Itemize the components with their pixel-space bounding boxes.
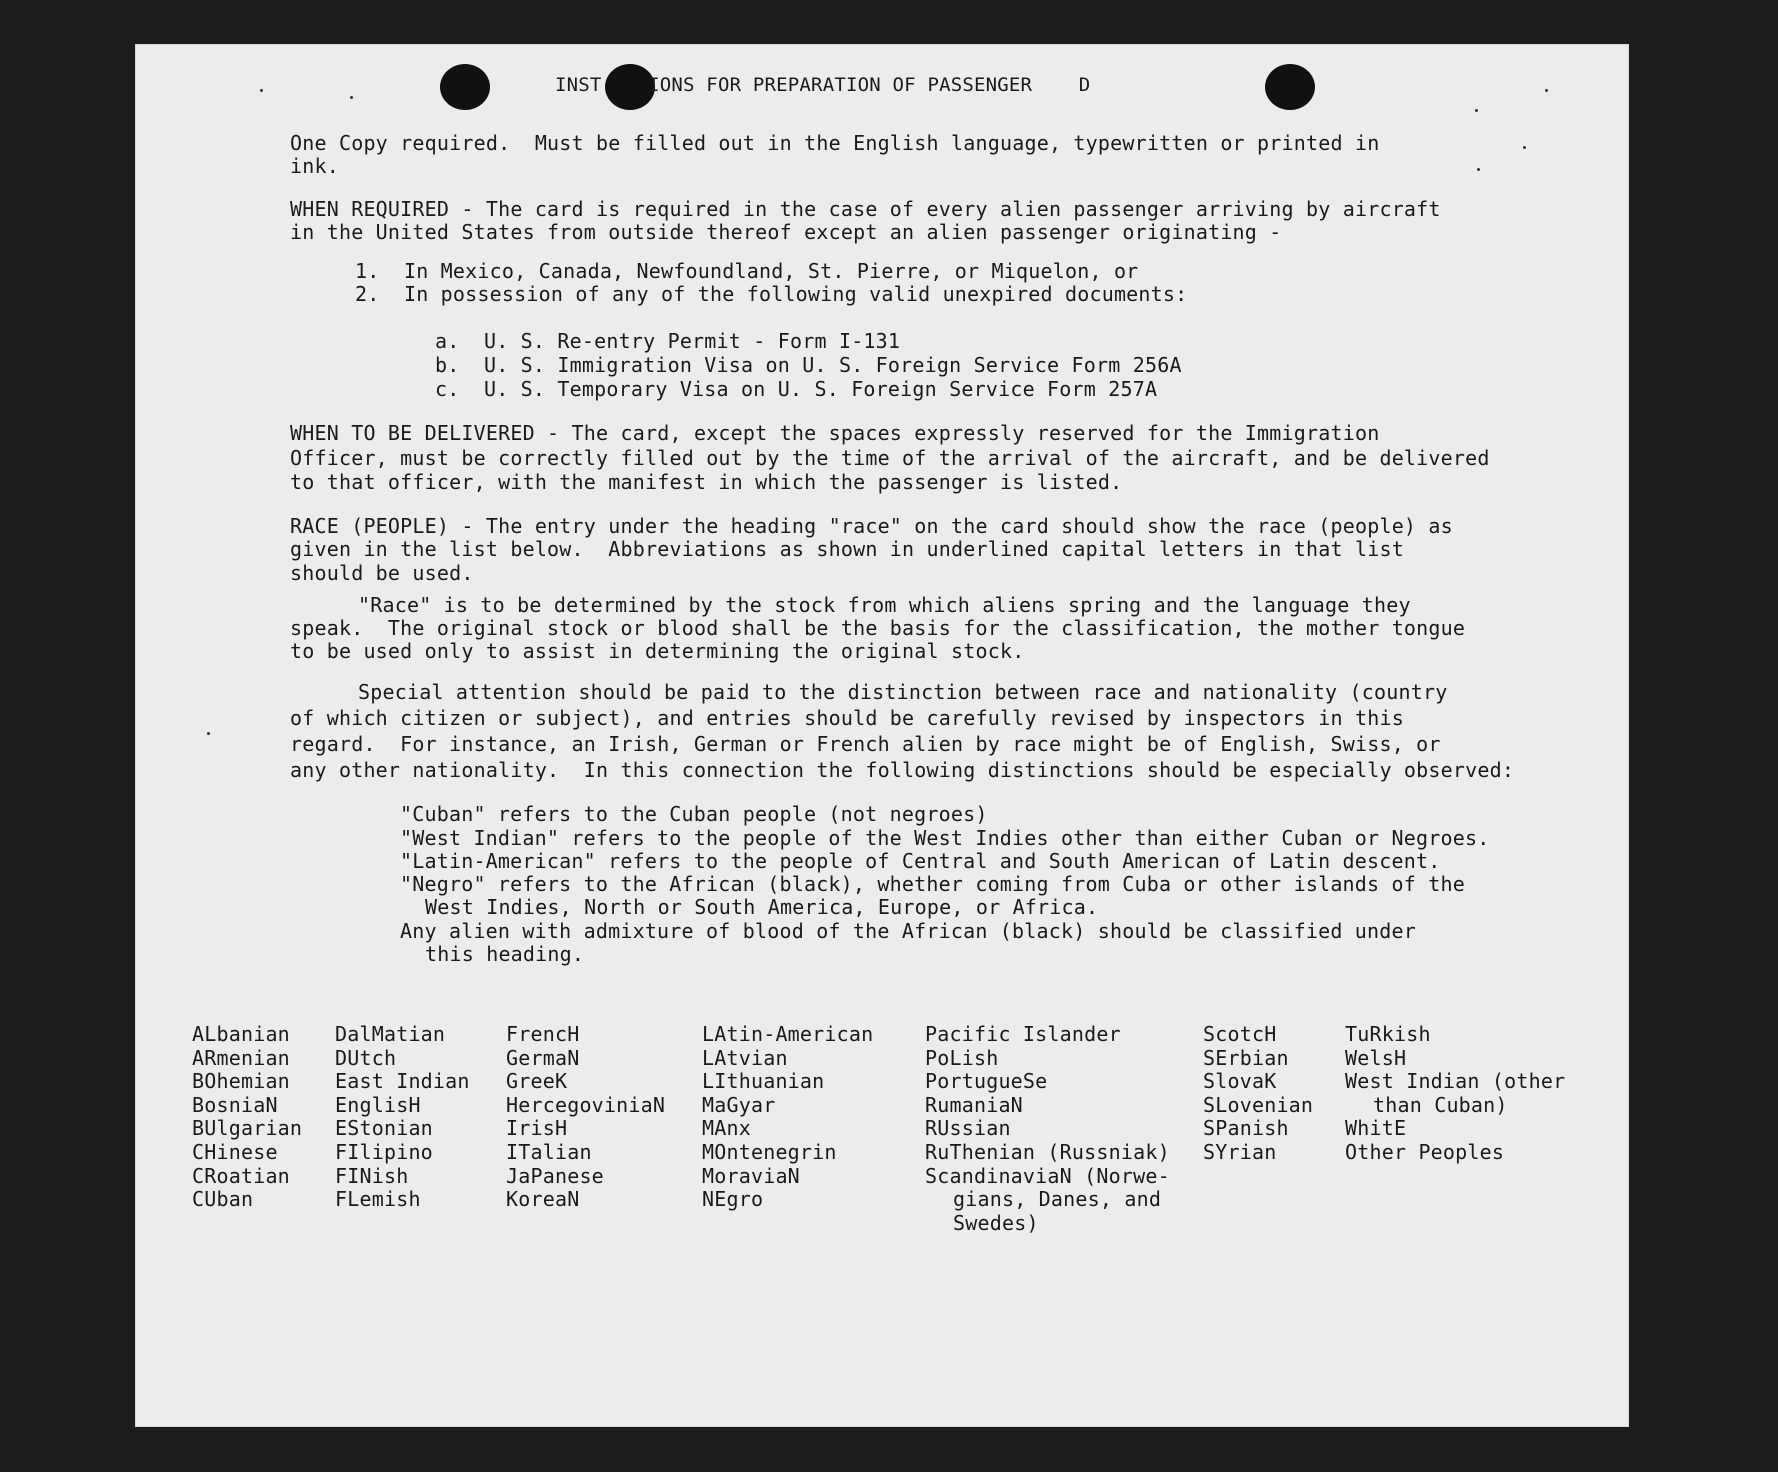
race-list-item: TuRkish (1345, 1022, 1431, 1046)
when-required-line-2: in the United States from outside thereof except an alien passenger originating - (290, 220, 1282, 244)
race-list-item: MaGyar (702, 1092, 776, 1117)
punch-hole-left (440, 64, 490, 110)
race-list-item: NEgro (702, 1187, 764, 1212)
race-paragraph-3-line-1: Special attention should be paid to the distinction between race and nationality (country (358, 680, 1448, 704)
scan-speck (207, 732, 210, 735)
document-b: b. U. S. Immigration Visa on U. S. Foreign Service Form 256A (435, 353, 1182, 377)
race-paragraph-3-line-3: regard. For instance, an Irish, German or French alien by race might be of English, Swiss, or (290, 732, 1441, 756)
race-list-item: EnglisH (335, 1092, 421, 1117)
scan-speck (350, 96, 353, 99)
race-list-item: GreeK (506, 1069, 568, 1094)
race-list-item: BUlgarian (192, 1116, 303, 1141)
race-list-item: ARmenian (192, 1045, 290, 1070)
when-required-item-1: 1. In Mexico, Canada, Newfoundland, St. Pierre, or Miquelon, or (355, 259, 1139, 283)
distinction-admixture-line-1: Any alien with admixture of blood of the African (black) should be classified under (400, 919, 1417, 943)
race-list-item: CUban (192, 1187, 254, 1212)
race-list-item: KoreaN (506, 1187, 580, 1212)
race-list-item: gians, Danes, and (953, 1187, 1162, 1212)
race-list-item: than Cuban) (1373, 1092, 1508, 1117)
race-list-item: SPanish (1203, 1116, 1289, 1141)
race-list-item: WhitE (1345, 1116, 1407, 1141)
race-paragraph-3-line-2: of which citizen or subject), and entries should be carefully revised by inspectors in this (290, 706, 1404, 730)
race-list-item: CRoatian (192, 1163, 290, 1188)
race-list-item: Swedes) (953, 1210, 1039, 1235)
race-list-item: SlovaK (1203, 1069, 1277, 1094)
race-paragraph-2-line-3: to be used only to assist in determining the original stock. (290, 639, 1025, 663)
distinction-latin-american: "Latin-American" refers to the people of Central and South American of Latin descent. (400, 849, 1441, 873)
scan-speck (260, 89, 263, 92)
race-list-item: RUssian (925, 1116, 1011, 1141)
page-title: INST IONS FOR PREPARATION OF PASSENGER D (555, 74, 1091, 96)
when-delivered-line-2: Officer, must be correctly filled out by the time of the arrival of the aircraft, and be delivered (290, 446, 1490, 470)
document-a: a. U. S. Re-entry Permit - Form I-131 (435, 329, 901, 353)
race-line-3: should be used. (290, 561, 474, 585)
race-list-item: BosniaN (192, 1092, 278, 1117)
race-list-item: DalMatian (335, 1022, 446, 1046)
race-list-item: MoraviaN (702, 1163, 800, 1188)
race-paragraph-2-line-1: "Race" is to be determined by the stock from which aliens spring and the language they (358, 593, 1411, 617)
race-list-item: CHinese (192, 1140, 278, 1164)
race-list-item: BOhemian (192, 1069, 290, 1094)
race-list-item: LAtin-American (702, 1022, 874, 1046)
race-list-item: LIthuanian (702, 1069, 825, 1094)
race-list-item: SLovenian (1203, 1092, 1314, 1117)
race-list-item: PoLish (925, 1045, 999, 1070)
distinction-negro-line-1: "Negro" refers to the African (black), whether coming from Cuba or other islands of the (400, 872, 1465, 896)
race-paragraph-2-line-2: speak. The original stock or blood shall be the basis for the classification, the mother tongue (290, 616, 1466, 640)
race-list-item: ScandinaviaN (Norwe- (925, 1163, 1170, 1188)
race-list-item: RuThenian (Russniak) (925, 1140, 1170, 1164)
when-required-item-2: 2. In possession of any of the following valid unexpired documents: (355, 282, 1188, 306)
when-required-line-1: WHEN REQUIRED - The card is required in the case of every alien passenger arriving by aircraft (290, 197, 1441, 221)
race-list-item: SYrian (1203, 1140, 1277, 1164)
race-list-item: WelsH (1345, 1045, 1407, 1070)
race-list-item: ALbanian (192, 1022, 290, 1046)
race-list-item: DUtch (335, 1045, 397, 1070)
distinction-admixture-line-2: this heading. (425, 942, 585, 966)
race-list-item: JaPanese (506, 1163, 604, 1188)
distinction-west-indian: "West Indian" refers to the people of the West Indies other than either Cuban or Negroes. (400, 826, 1490, 850)
distinction-negro-line-2: West Indies, North or South America, Europe, or Africa. (425, 895, 1099, 919)
intro-line-2: ink. (290, 154, 339, 178)
distinction-cuban: "Cuban" refers to the Cuban people (not negroes) (400, 802, 988, 826)
scan-speck (1477, 168, 1480, 171)
race-list-item: MAnx (702, 1116, 751, 1141)
race-list-item: FLemish (335, 1187, 421, 1212)
race-list-item: ScotcH (1203, 1022, 1277, 1046)
race-list-item: ITalian (506, 1140, 592, 1164)
document-page (135, 44, 1629, 1427)
race-list-item: RumaniaN (925, 1092, 1023, 1117)
document-c: c. U. S. Temporary Visa on U. S. Foreign Service Form 257A (435, 377, 1158, 401)
race-list-item: Other Peoples (1345, 1140, 1505, 1164)
race-list-item: FINish (335, 1163, 409, 1188)
punch-hole-right (1265, 64, 1315, 110)
intro-line-1: One Copy required. Must be filled out in the English language, typewritten or printed in (290, 131, 1380, 155)
race-list-item: IrisH (506, 1116, 568, 1141)
race-line-1: RACE (PEOPLE) - The entry under the heading "race" on the card should show the race (people) as (290, 514, 1453, 538)
scan-speck (1545, 89, 1548, 92)
when-delivered-line-1: WHEN TO BE DELIVERED - The card, except the spaces expressly reserved for the Immigration (290, 421, 1380, 445)
race-list-item: PortugueSe (925, 1069, 1048, 1094)
race-list-item: Pacific Islander (925, 1022, 1121, 1046)
race-list-item: SErbian (1203, 1045, 1289, 1070)
race-list-item: FIlipino (335, 1140, 433, 1164)
scan-speck (1523, 146, 1526, 149)
race-list-item: FrencH (506, 1022, 580, 1046)
race-list-item: MOntenegrin (702, 1140, 837, 1164)
race-paragraph-3-line-4: any other nationality. In this connection the following distinctions should be especially observed: (290, 758, 1515, 782)
scan-speck (1475, 109, 1478, 112)
race-list-item: EStonian (335, 1116, 433, 1141)
race-list-item: West Indian (other (1345, 1069, 1566, 1094)
race-list-item: East Indian (335, 1069, 470, 1094)
when-delivered-line-3: to that officer, with the manifest in which the passenger is listed. (290, 470, 1123, 494)
race-list-item: LAtvian (702, 1045, 788, 1070)
race-list-item: GermaN (506, 1045, 580, 1070)
race-list-item: HercegoviniaN (506, 1092, 666, 1117)
race-line-2: given in the list below. Abbreviations as shown in underlined capital letters in that list (290, 537, 1404, 561)
